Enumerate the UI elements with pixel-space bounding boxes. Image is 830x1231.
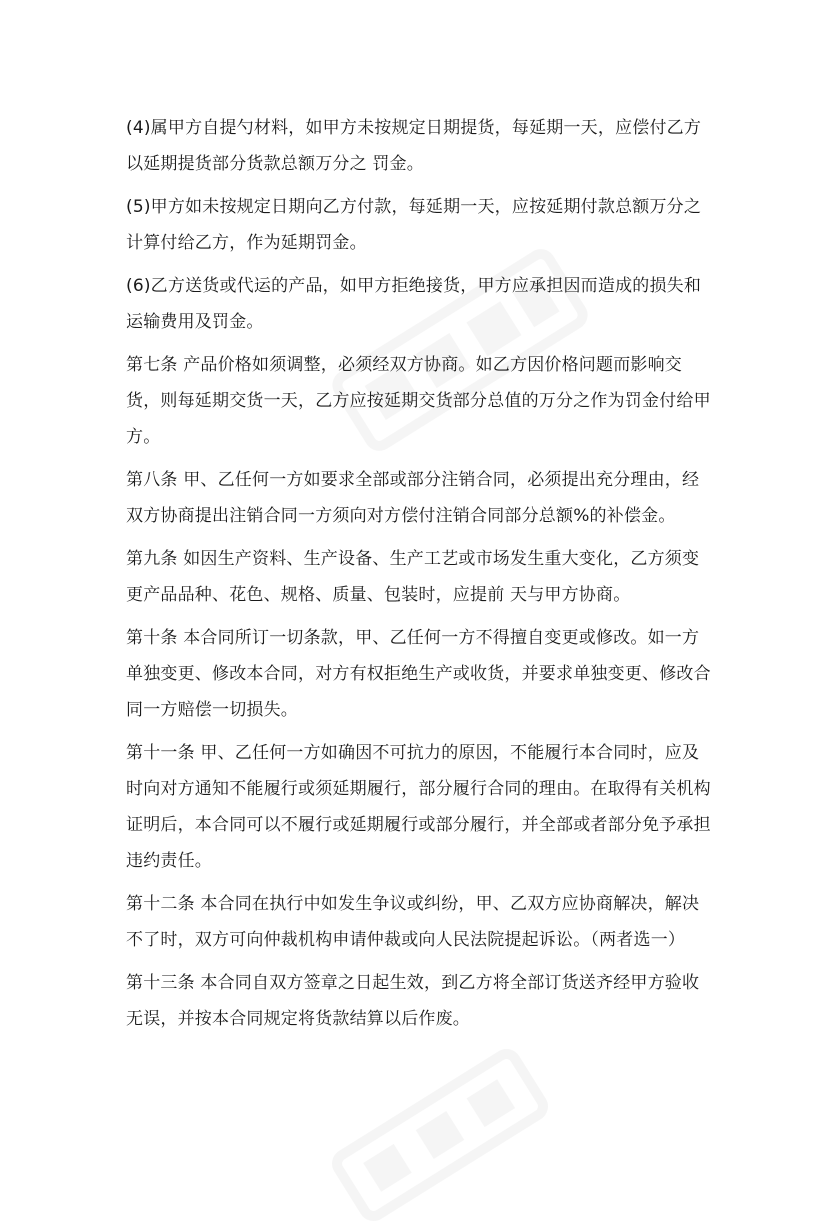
article-12-dispute-resolution: 第十二条 本合同在执行中如发生争议或纠纷，甲、乙双方应协商解决，解决不了时，双方可向仲裁机构申请仲裁或向人民法院提起诉讼。（两者选一） (126, 894, 700, 950)
article-13-effective-date: 第十三条 本合同自双方签章之日起生效，到乙方将全部订货送齐经甲方验收无误，并按本合同规定将货款结算以后作废。 (126, 973, 700, 1029)
article-11-force-majeure: 第十一条 甲、乙任何一方如确因不可抗力的原因，不能履行本合同时，应及时向对方通知不能履行或须延期履行，部分履行合同的理由。在取得有关机构证明后，本合同可以不履行或延期履行或部分履行，并全部或者部分免予承担违约责任。 (126, 743, 711, 871)
article-8-contract-cancellation: 第八条 甲、乙任何一方如要求全部或部分注销合同，必须提出充分理由，经双方协商提出注销合同一方须向对方偿付注销合同部分总额%的补偿金。 (126, 470, 700, 526)
contract-body (126, 110, 716, 1044)
clause-late-payment-penalty: (5)甲方如未按规定日期向乙方付款，每延期一天，应按延期付款总额万分之计算付给乙方，作为延期罚金。 (126, 197, 702, 253)
clause-refused-delivery: (6)乙方送货或代运的产品，如甲方拒绝接货，甲方应承担因而造成的损失和运输费用及罚金。 (126, 276, 702, 332)
article-10-no-unilateral-change: 第十条 本合同所订一切条款，甲、乙任何一方不得擅自变更或修改。如一方单独变更、修改本合同，对方有权拒绝生产或收货，并要求单独变更、修改合同一方赔偿一切损失。 (126, 628, 711, 720)
clause-late-pickup-penalty: (4)属甲方自提勺材料，如甲方未按规定日期提货，每延期一天，应偿付乙方以延期提货部分货款总额万分之 罚金。 (126, 118, 702, 174)
article-7-price-adjustment: 第七条 产品价格如须调整，必须经双方协商。如乙方因价格问题而影响交货，则每延期交货一天，乙方应按延期交货部分总值的万分之作为罚金付给甲方。 (126, 355, 711, 447)
article-9-product-changes: 第九条 如因生产资料、生产设备、生产工艺或市场发生重大变化，乙方须变更产品品种、花色、规格、质量、包装时，应提前 天与甲方协商。 (126, 549, 700, 605)
watermark-logo-icon-bottom (323, 1039, 557, 1231)
